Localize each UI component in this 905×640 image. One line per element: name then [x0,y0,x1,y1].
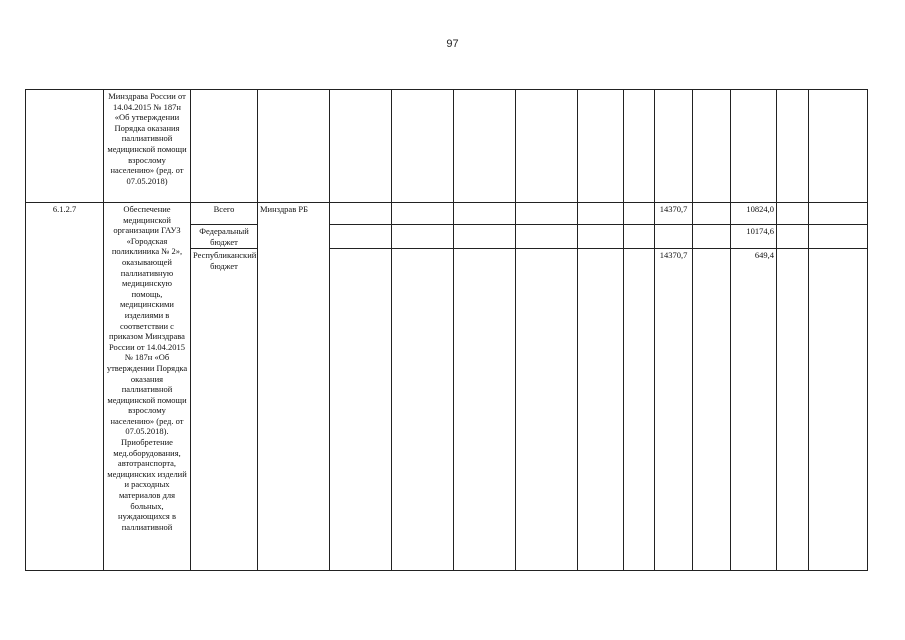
value-cell [655,249,693,571]
source-cell [191,225,258,249]
value-b: 10824,0 [746,204,774,214]
executor-cell [258,90,330,203]
executor-text: Минздрав РБ [260,204,308,214]
source-label: Всего [213,204,235,214]
value-cell [330,90,392,203]
value-cell [624,203,655,225]
description-text: Минздрава России от 14.04.2015 № 187н «Об утверждении Порядка оказания паллиативной медицинской помощи взрослому населению» (ред. от 07.05.2018) [107,91,187,186]
value-cell [454,203,516,225]
value-cell [731,249,777,571]
source-label: Республиканский бюджет [193,250,257,271]
value-cell [777,90,809,203]
value-cell [624,249,655,571]
value-cell [693,249,731,571]
table-row [26,90,868,203]
value-cell [392,225,454,249]
executor-cell [258,203,330,571]
value-cell [693,90,731,203]
value-cell [454,249,516,571]
value-cell [454,225,516,249]
source-cell [191,90,258,203]
description-cell [104,203,191,571]
page-number: 97 [446,38,459,50]
value-cell [693,203,731,225]
value-b: 649,4 [754,250,774,261]
value-cell [392,90,454,203]
value-a: 14370,7 [659,204,688,214]
value-cell [392,249,454,571]
value-cell [330,225,392,249]
value-cell [330,249,392,571]
value-cell [777,249,809,571]
source-label: Федеральный бюджет [199,226,249,247]
value-cell [731,90,777,203]
value-a: 14370,7 [659,250,688,261]
table-row [26,203,868,225]
value-cell [655,225,693,249]
value-cell [777,225,809,249]
code-cell [26,203,104,571]
value-cell [655,90,693,203]
value-cell [809,203,868,225]
row-code: 6.1.2.7 [52,204,77,214]
value-cell [578,249,624,571]
value-cell [809,249,868,571]
budget-table [25,89,868,571]
value-cell [516,249,578,571]
value-cell [330,203,392,225]
value-cell [777,203,809,225]
value-cell [578,225,624,249]
value-cell [516,203,578,225]
value-cell [693,225,731,249]
code-cell [26,90,104,203]
value-cell [516,225,578,249]
source-cell [191,203,258,225]
description-cell [104,90,191,203]
value-cell [392,203,454,225]
value-cell [578,203,624,225]
value-cell [655,203,693,225]
value-cell [809,90,868,203]
value-cell [731,203,777,225]
value-cell [516,90,578,203]
value-cell [809,225,868,249]
value-b: 10174,6 [746,226,774,236]
value-cell [731,225,777,249]
value-cell [624,90,655,203]
source-cell [191,249,258,571]
description-text: Обеспечение медицинской организации ГАУЗ «Городская поликлиника № 2», оказывающей паллиативную медицинскую помощь, медицинскими изделиями в соответствии с приказом Минздрава России от 14.04.2015 № 187н «Об утверждении Порядка оказания паллиативной медицинской помощи взрослому населению» (ред. от 07.05.2018). Приобретение мед.оборудования, автотранспорта, медицинских изделий и расходных материалов для больных, нуждающихся в паллиативной [106,204,188,532]
value-cell [454,90,516,203]
value-cell [578,90,624,203]
value-cell [624,225,655,249]
